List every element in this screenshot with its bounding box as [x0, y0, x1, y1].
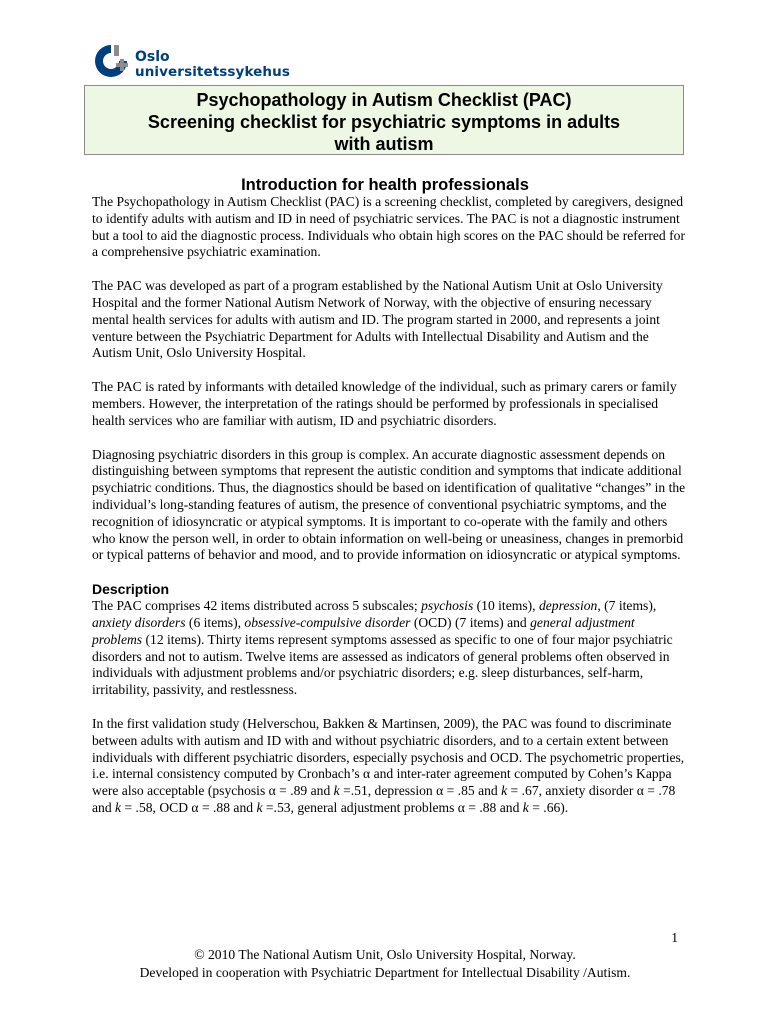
title-line-2: Screening checklist for psychiatric symptoms in adults	[147, 112, 621, 132]
paragraph-raters: The PAC is rated by informants with detailed knowledge of the individual, such as primary carers or family members. However, the interpretation of the ratings should be performed by professionals in specialised health services who are familiar with autism, ID and psychiatric disorders.	[92, 379, 677, 428]
intro-heading: Introduction for health professionals	[241, 176, 529, 194]
body-text	[92, 194, 688, 834]
paragraph-development: The PAC was developed as part of a program established by the National Autism Unit at Oslo University Hospital and the former National Autism Network of Norway, with the objective of ensuring necessary mental health services for adults with autism and ID. The program started in 2000, and represents a joint venture between the Psychiatric Department for Adults with Intellectual Disability and Autism and the Autism Unit, Oslo University Hospital.	[92, 278, 663, 361]
title-box	[84, 85, 684, 155]
hospital-logo	[92, 42, 312, 82]
description-heading: Description	[92, 581, 170, 598]
footer-cooperation: Developed in cooperation with Psychiatric Department for Intellectual Disability /Autism.	[139, 965, 631, 980]
page-number: 1	[671, 930, 678, 945]
footer-copyright: © 2010 The National Autism Unit, Oslo University Hospital, Norway.	[194, 947, 576, 962]
paragraph-diagnosing: Diagnosing psychiatric disorders in this group is complex. An accurate diagnostic assessment depends on distinguishing between symptoms that represent the autistic condition and symptoms that indicate additional psychiatric conditions. Thus, the diagnostics should be based on identification of qualitative “changes” in the individual’s long-standing features of autism, the presence of conventional psychiatric symptoms, and the recognition of idiosyncratic or atypical symptoms. It is important to co-operate with the family and others who know the person well, in order to obtain information on well-being or uneasiness, changes in premorbid or typical patterns of behavior and mood, and to provide information on idiosyncratic or atypical symptoms.	[92, 446, 686, 563]
footer	[0, 946, 770, 982]
title-line-1: Psychopathology in Autism Checklist (PAC)	[196, 90, 572, 110]
term-anxiety: anxiety disorders	[92, 614, 186, 630]
term-psychosis: psychosis	[421, 598, 474, 614]
term-depression: depression	[538, 598, 598, 614]
logo-line-oslo: Oslo	[135, 49, 170, 65]
term-general-adjustment: general adjustment problems	[92, 614, 635, 647]
paragraph-purpose: The Psychopathology in Autism Checklist (PAC) is a screening checklist, completed by caregivers, designed to identify adults with autism and ID in need of psychiatric services. The PAC is not a diagnostic instrument but a tool to aid the diagnostic process. Individuals who obtain high scores on the PAC should be referred for a comprehensive psychiatric examination.	[92, 194, 685, 260]
logo-line-universitetssykehus: universitetssykehus	[135, 64, 290, 80]
title-line-3: with autism	[334, 134, 434, 154]
paragraph-description: The PAC comprises 42 items distributed across 5 subscales; psychosis (10 items), depression, (7 items), anxiety disorders (6 items), obsessive-compulsive disorder (OCD) (7 items) and general adjustment problems (12 items). Thirty items represent symptoms assessed as specific to one of four major psychiatric disorders and not to autism. Twelve items are assessed as indicators of general problems often observed in individuals with adjustment problems and/or psychiatric disorders; e.g. sleep disturbances, self-harm, irritability, passivity, and restlessness.	[92, 598, 673, 698]
oslo-university-hospital-logo-icon	[92, 42, 130, 80]
term-ocd: obsessive-compulsive disorder	[244, 614, 411, 630]
paragraph-validation: In the first validation study (Helverschou, Bakken & Martinsen, 2009), the PAC was found to discriminate between adults with autism and ID with and without psychiatric disorders, and to a certain extent between individuals with different psychiatric disorders, especially psychosis and OCD. The psychometric properties, i.e. internal consistency computed by Cronbach’s α and inter-rater agreement computed by Cohen’s Kappa were also acceptable (psychosis α = .89 and k =.51, depression α = .85 and k = .67, anxiety disorder α = .78 and k = .58, OCD α = .88 and k =.53, general adjustment problems α = .88 and k = .66).	[92, 715, 685, 815]
